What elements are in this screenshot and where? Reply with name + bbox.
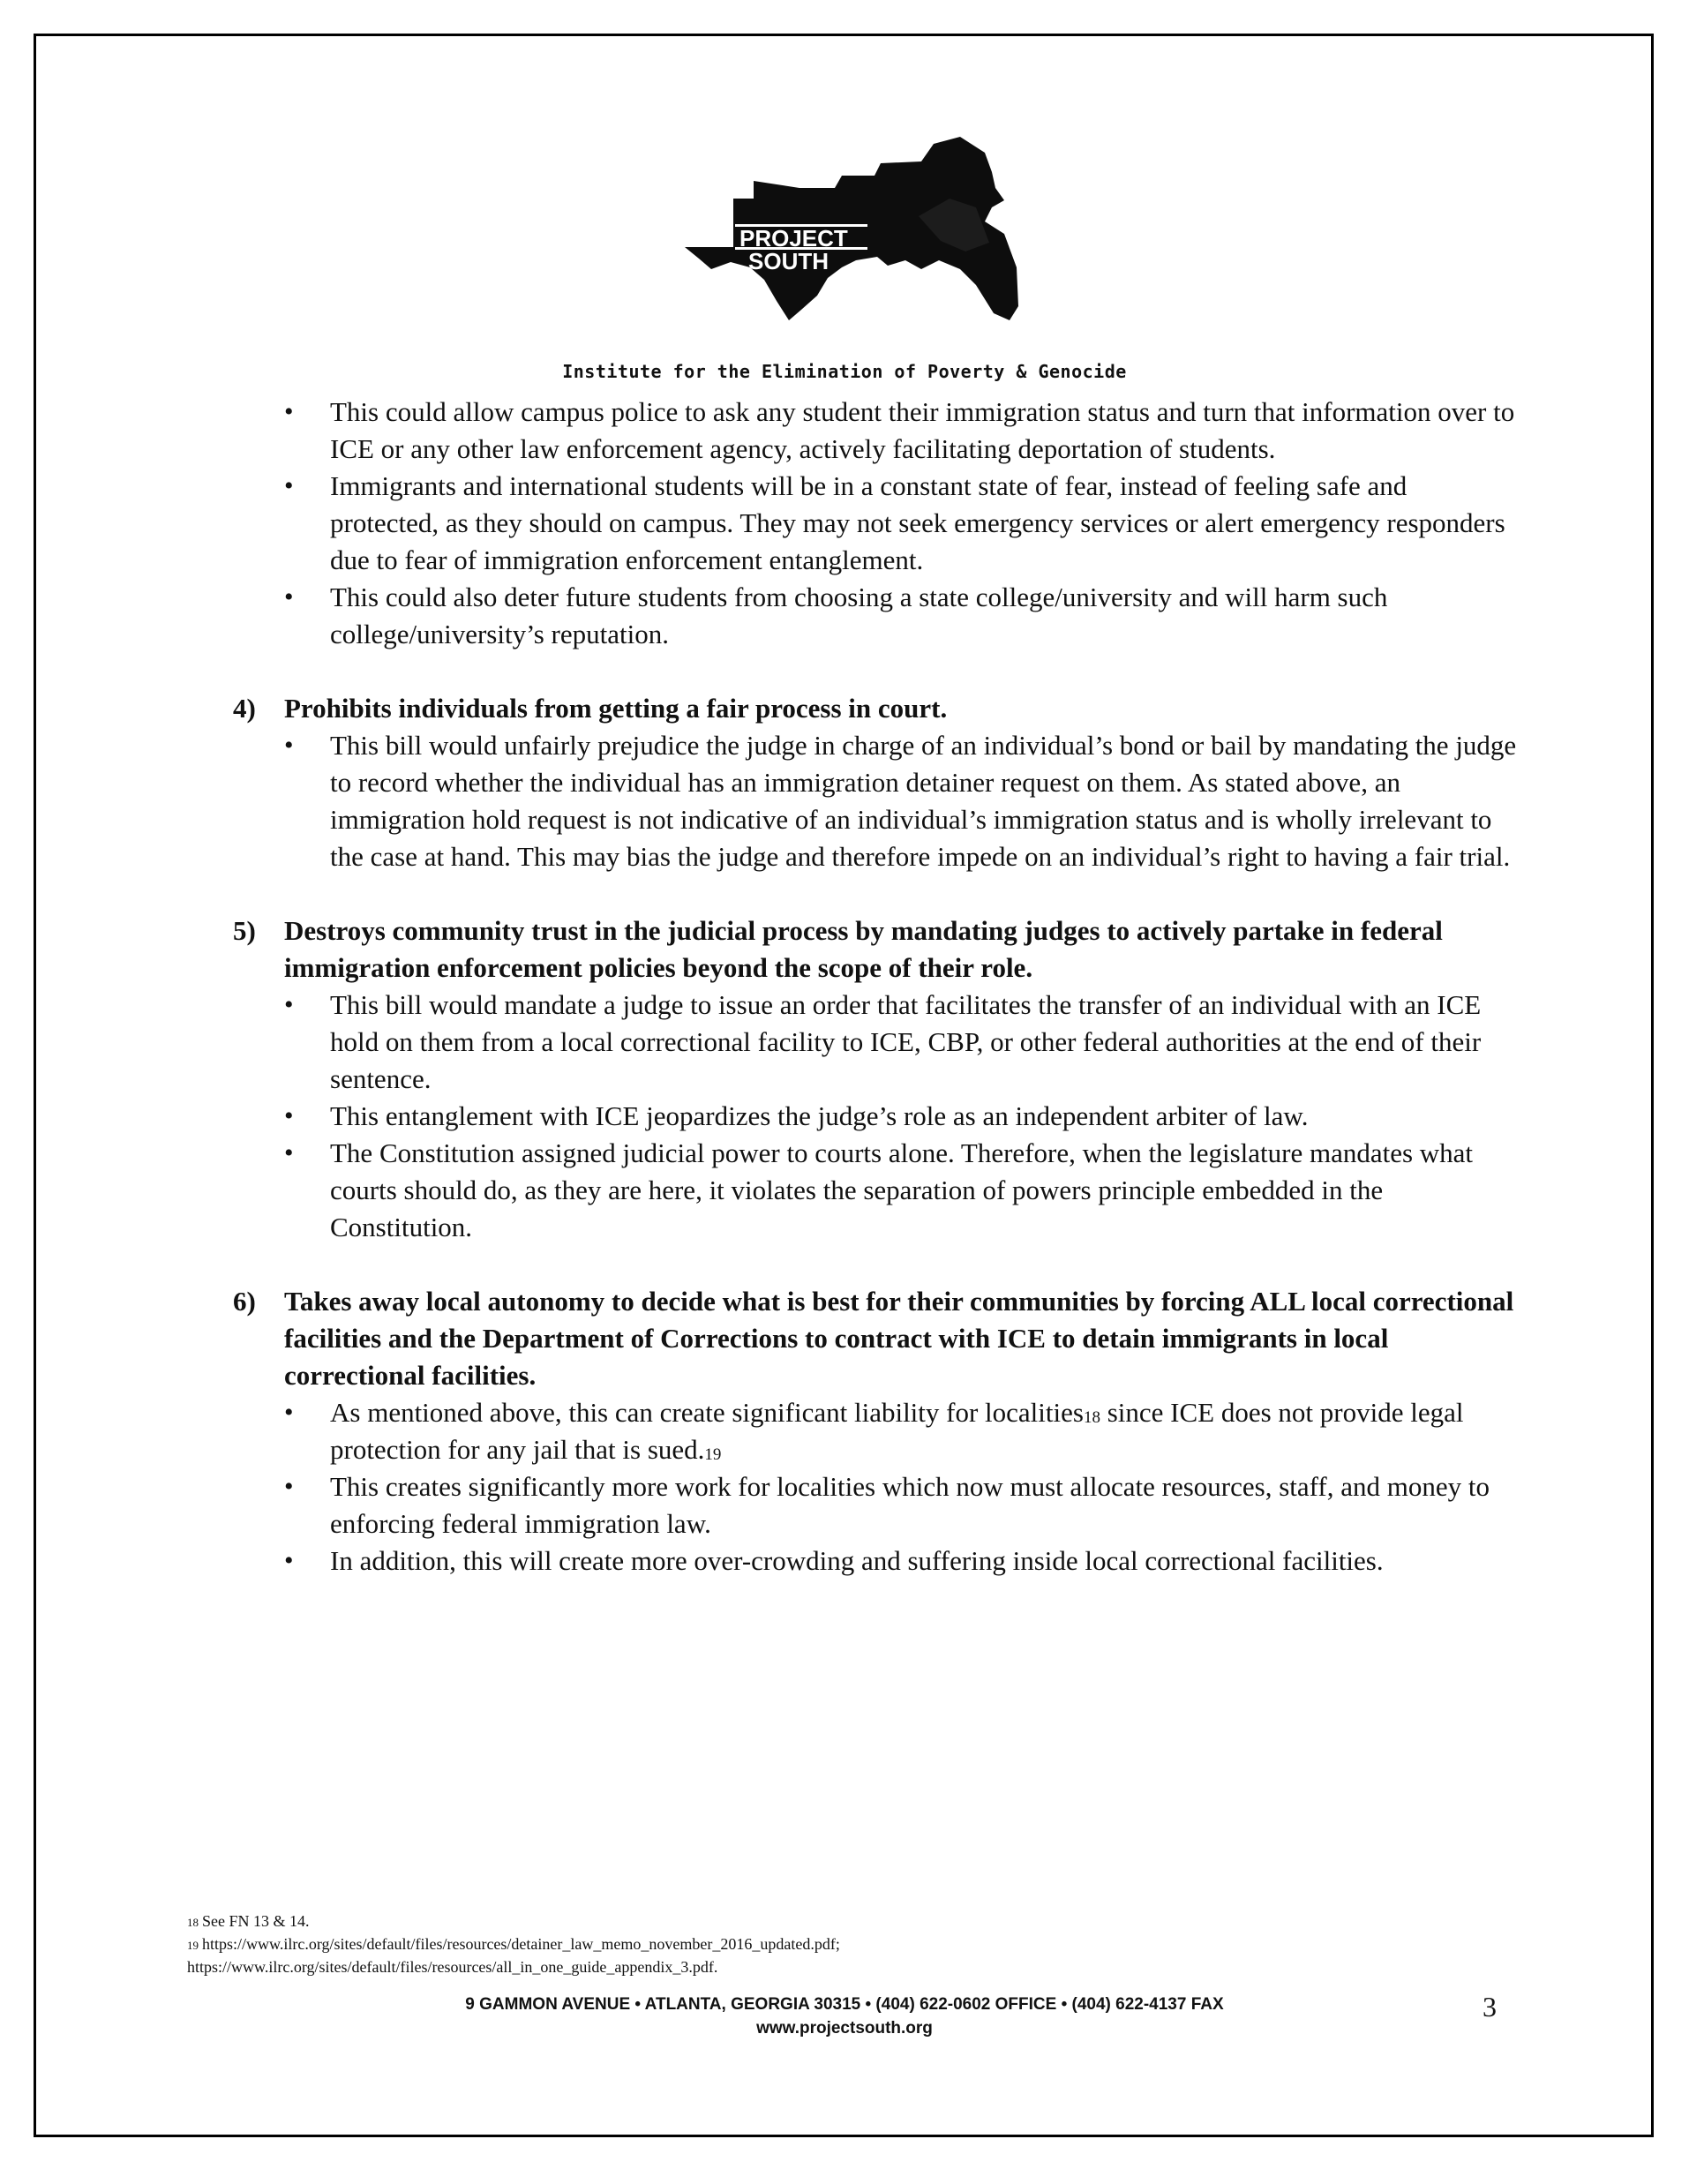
footnote-18 bbox=[187, 1910, 1511, 1933]
footnote-mark: 18 bbox=[187, 1916, 199, 1929]
project-south-logo bbox=[685, 137, 1020, 326]
list-item: • The Constitution assigned judicial power to courts alone. Therefore, when the legislature mandates what courts should do, as they are here, it violates the separation of powers principle embedded in the Constitution. bbox=[229, 1135, 1518, 1246]
section-heading bbox=[229, 690, 1518, 727]
section-5-bullet-list bbox=[229, 987, 1518, 1246]
list-item: • This entanglement with ICE jeopardizes the judge’s role as an independent arbiter of law. bbox=[229, 1098, 1518, 1135]
footnote-text: See FN 13 & 14. bbox=[202, 1912, 310, 1930]
page-footer bbox=[0, 1993, 1689, 2040]
list-item: • This bill would mandate a judge to issue an order that facilitates the transfer of an individual with an ICE hold on them from a local correctional facility to ICE, CBP, or other federal authorities at the end of their sentence. bbox=[229, 987, 1518, 1098]
footnote-mark: 19 bbox=[187, 1939, 199, 1952]
footer-address: 9 GAMMON AVENUE • ATLANTA, GEORGIA 30315 • (404) 622-0602 OFFICE • (404) 622-4137 FAX bbox=[465, 1995, 1224, 2014]
section-4-bullet-list bbox=[229, 727, 1518, 875]
bullet-text: As mentioned above, this can create significant liability for localities bbox=[330, 1397, 1084, 1428]
section-6 bbox=[229, 1283, 1518, 1580]
logo-text-project: PROJECT bbox=[739, 225, 848, 251]
section-heading-text: Prohibits individuals from getting a fair process in court. bbox=[284, 693, 948, 724]
section-4 bbox=[229, 690, 1518, 875]
list-item: • This could also deter future students from choosing a state college/university and will harm such college/university’s reputation. bbox=[229, 579, 1518, 653]
footnote-link[interactable]: https://www.ilrc.org/sites/default/files/resources/detainer_law_memo_november_2016_updated.pdf; bbox=[202, 1935, 840, 1953]
footnote-ref-18: 18 bbox=[1083, 1408, 1100, 1427]
tagline: Institute for the Elimination of Poverty & Genocide bbox=[562, 361, 1127, 382]
section-5 bbox=[229, 912, 1518, 1246]
section-number: 5) bbox=[233, 915, 256, 946]
section-heading bbox=[229, 912, 1518, 987]
list-item: • This could allow campus police to ask any student their immigration status and turn that information over to ICE or any other law enforcement agency, actively facilitating deportation of students. bbox=[229, 394, 1518, 468]
section-heading-text: Destroys community trust in the judicial process by mandating judges to actively partake in federal immigration enforcement policies beyond the scope of their role. bbox=[284, 915, 1443, 983]
section-number: 4) bbox=[233, 693, 256, 724]
south-map-logo-icon bbox=[685, 137, 1020, 326]
list-item: • This bill would unfairly prejudice the judge in charge of an individual’s bond or bail by mandating the judge to record whether the individual has an immigration detainer request on them. As stated above, an immigration hold request is not indicative of an individual’s immigration status and is wholly irrelevant to the case at hand. This may bias the judge and therefore impede on an individual’s right to having a fair trial. bbox=[229, 727, 1518, 875]
footnote-ref-19: 19 bbox=[704, 1445, 722, 1464]
footnote-19-continued bbox=[187, 1956, 1511, 1978]
footnote-19 bbox=[187, 1933, 1511, 1956]
section-heading-text: Takes away local autonomy to decide what is best for their communities by forcing ALL local correctional facilities and the Department of Corrections to contract with ICE to detain immigrants in local correctional facilities. bbox=[284, 1286, 1514, 1391]
page-number: 3 bbox=[1483, 1991, 1497, 2023]
footnotes bbox=[187, 1910, 1511, 1978]
list-item: • Immigrants and international students will be in a constant state of fear, instead of feeling safe and protected, as they should on campus. They may not seek emergency services or alert emergency responders due to fear of immigration enforcement entanglement. bbox=[229, 468, 1518, 579]
bullet-text: since ICE does not provide legal protection for any jail that is sued. bbox=[330, 1397, 1464, 1465]
section-heading bbox=[229, 1283, 1518, 1394]
intro-bullet-list bbox=[229, 394, 1518, 653]
list-item: • In addition, this will create more over-crowding and suffering inside local correctional facilities. bbox=[229, 1542, 1518, 1580]
section-6-bullet-list bbox=[229, 1394, 1518, 1580]
footer-website[interactable]: www.projectsouth.org bbox=[756, 2019, 933, 2038]
list-item: • This creates significantly more work for localities which now must allocate resources, staff, and money to enforcing federal immigration law. bbox=[229, 1468, 1518, 1542]
document-body bbox=[229, 394, 1518, 1580]
logo-text-south: SOUTH bbox=[748, 248, 829, 274]
footnote-link[interactable]: https://www.ilrc.org/sites/default/files/resources/all_in_one_guide_appendix_3.pdf. bbox=[187, 1958, 718, 1976]
list-item bbox=[229, 1394, 1518, 1468]
section-number: 6) bbox=[233, 1286, 256, 1317]
